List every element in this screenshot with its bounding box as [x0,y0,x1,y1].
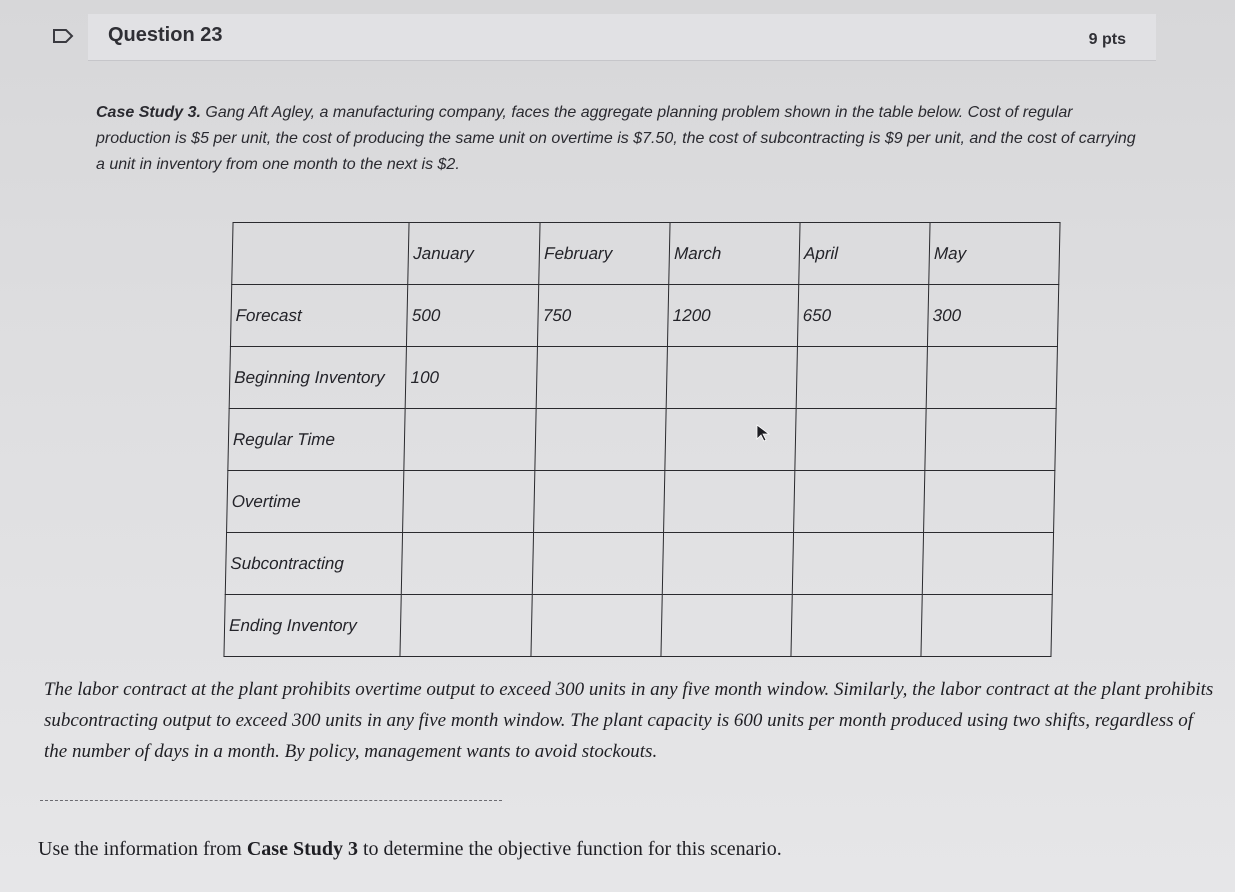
row-label: Overtime [227,471,405,533]
task-text-bold: Case Study 3 [246,838,358,860]
table-cell: 100 [405,347,537,409]
table-cell [402,533,534,595]
table-cell [403,471,535,533]
table-cell [922,533,1053,595]
table-cell [531,595,662,657]
table-cell [924,471,1055,533]
table-cell [796,347,927,409]
case-study-lead: Case Study 3. [96,104,201,121]
table-cell [404,409,536,471]
table-header-row [232,223,1060,285]
month-header: May [929,223,1060,285]
table-row [228,409,1056,471]
row-label: Beginning Inventory [229,347,407,409]
table-row [230,285,1058,347]
constraints-paragraph: The labor contract at the plant prohibits overtime output to exceed 300 units in any five month window. Similarly, the labor contract at the plant prohibits subcontracting output to exceed 300 units in any five month window. The plant capacity is 600 units per month produced using two shifts, regardless of the number of days in a month. By policy, management wants to avoid stockouts. [44,679,1214,762]
month-header: April [799,223,930,285]
row-label: Forecast [230,285,408,347]
table-cell [534,471,665,533]
month-header: January [408,223,540,285]
table-cell [533,533,664,595]
table-cell: 1200 [668,285,799,347]
table-cell [661,595,792,657]
case-study-intro [96,100,1146,178]
row-label: Ending Inventory [224,595,402,657]
task-text-after: to determine the objective function for this scenario. [357,838,782,860]
table-cell [666,347,797,409]
table-cell [400,595,532,657]
dashed-divider [40,800,502,801]
question-header [88,14,1156,61]
row-label: Subcontracting [225,533,403,595]
table-cell [791,595,922,657]
month-header: March [669,223,800,285]
month-header: February [539,223,670,285]
task-text-before: Use the information from [38,838,247,860]
header-corner-cell [232,223,410,285]
flag-icon[interactable] [52,28,74,44]
table-row [225,533,1053,595]
table-cell: 300 [927,285,1058,347]
row-label: Regular Time [228,409,406,471]
aggregate-plan-table [223,222,1060,657]
table-cell [926,347,1057,409]
table-cell: 750 [538,285,669,347]
table-cell [921,595,1052,657]
table-row [229,347,1057,409]
table-cell [536,347,667,409]
table-cell [664,471,795,533]
table-cell [535,409,666,471]
table-cell [794,471,925,533]
table-cell: 500 [407,285,539,347]
question-title: Question 23 [108,24,223,46]
table-cell: 650 [798,285,929,347]
question-points: 9 pts [1088,31,1126,48]
table-cell [925,409,1056,471]
case-study-text: Gang Aft Agley, a manufacturing company, faces the aggregate planning problem shown in the table below. Cost of regular production is $5 per unit, the cost of producing the same unit on overtime is $7.50, the cost of subcontracting is $9 per unit, and the cost of carrying a unit in inventory from one month to the next is $2. [96,104,1136,173]
table-row [227,471,1055,533]
table-cell [792,533,923,595]
table-row [224,595,1052,657]
task-instruction [38,838,782,861]
mouse-cursor-icon [756,424,770,442]
table-cell [662,533,793,595]
table-cell [665,409,796,471]
table-cell [795,409,926,471]
